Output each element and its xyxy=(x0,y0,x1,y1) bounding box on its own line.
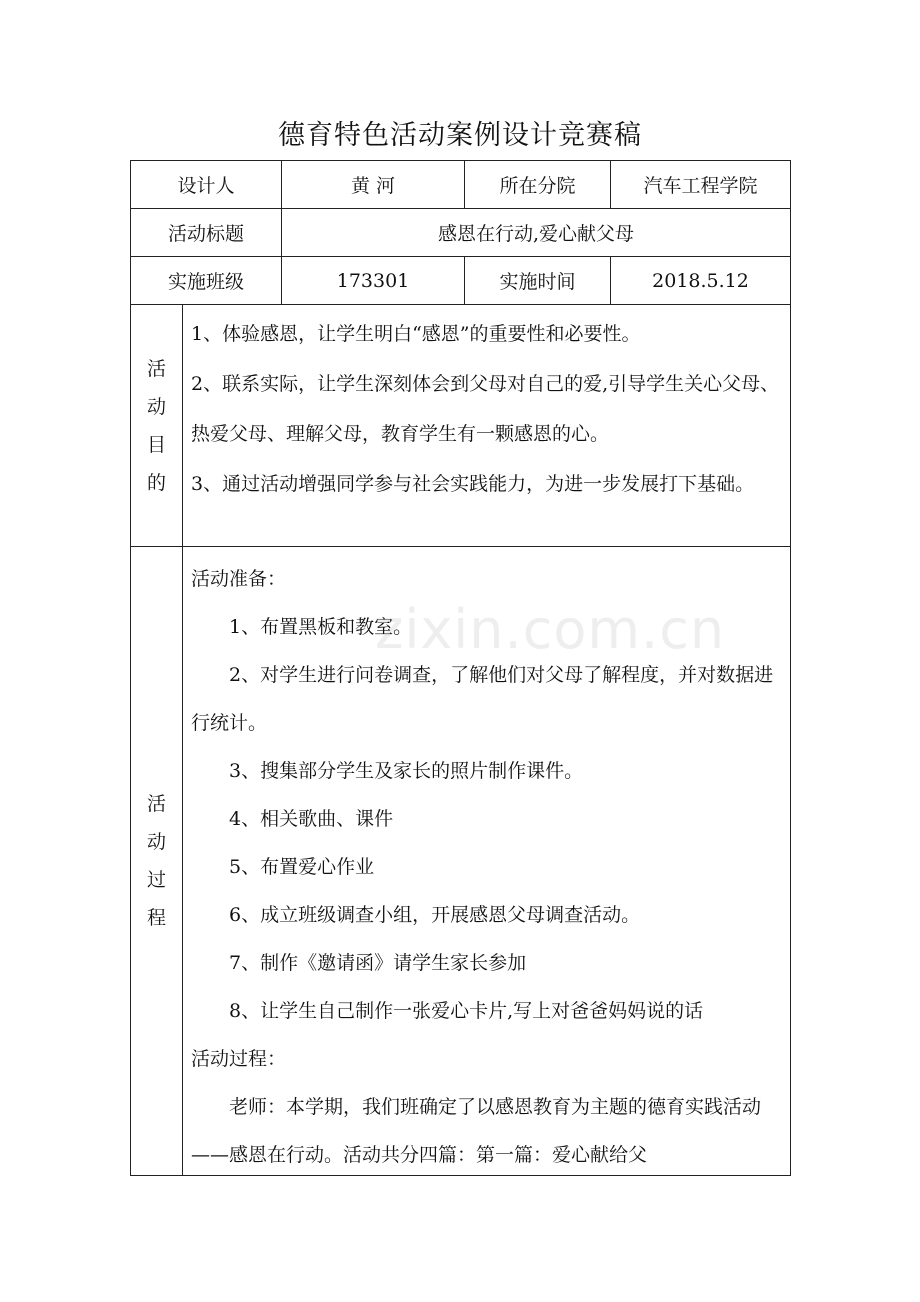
time-value: 2018.5.12 xyxy=(611,257,791,305)
purpose-item: 3、通过活动增强同学参与社会实践能力，为进一步发展打下基础。 xyxy=(191,473,755,495)
teacher-text: 老师：本学期，我们班确定了以感恩教育为主题的德育实践活动——感恩在行动。活动共分四篇：第一篇：爱心献给父 xyxy=(191,1096,762,1166)
process-content xyxy=(183,547,791,1176)
process-label-char: 过 xyxy=(146,869,166,891)
class-label: 实施班级 xyxy=(131,257,282,305)
college-value: 汽车工程学院 xyxy=(611,161,791,209)
purpose-label xyxy=(131,305,183,547)
process-row xyxy=(131,547,791,1176)
purpose-label-char: 活 xyxy=(146,357,166,380)
time-label: 实施时间 xyxy=(465,257,611,305)
process-heading: 活动过程： xyxy=(191,1048,287,1070)
prep-item: 3、搜集部分学生及家长的照片制作课件。 xyxy=(229,760,584,782)
purpose-label-char: 的 xyxy=(146,471,166,494)
activity-form-table xyxy=(130,160,791,1176)
activity-title-row xyxy=(131,209,791,257)
process-label xyxy=(131,547,183,1176)
class-time-row xyxy=(131,257,791,305)
watermark: zixin.com.cn xyxy=(375,598,726,661)
prep-item: 5、布置爱心作业 xyxy=(229,856,375,878)
document-title: 德育特色活动案例设计竞赛稿 xyxy=(278,120,642,151)
prep-item: 8、让学生自己制作一张爱心卡片,写上对爸爸妈妈说的话 xyxy=(229,1000,704,1022)
class-value: 173301 xyxy=(282,257,465,305)
prep-item: 6、成立班级调查小组，开展感恩父母调查活动。 xyxy=(229,904,641,926)
prep-item: 1、布置黑板和教室。 xyxy=(229,616,413,638)
purpose-label-char: 目 xyxy=(146,433,166,456)
prep-item: 2、对学生进行问卷调查，了解他们对父母了解程度，并对数据进行统计。 xyxy=(191,664,774,734)
prep-item: 4、相关歌曲、课件 xyxy=(229,808,394,830)
activity-title-label: 活动标题 xyxy=(131,209,282,257)
purpose-row xyxy=(131,305,791,547)
process-label-char: 动 xyxy=(146,831,166,853)
purpose-label-char: 动 xyxy=(146,395,166,418)
process-label-char: 程 xyxy=(146,907,166,929)
purpose-item: 2、联系实际，让学生深刻体会到父母对自己的爱,引导学生关心父母、热爱父母、理解父母，教育学生有一颗感恩的心。 xyxy=(191,373,780,445)
prep-heading: 活动准备： xyxy=(191,568,287,590)
prep-item: 7、制作《邀请函》请学生家长参加 xyxy=(229,952,527,974)
designer-label: 设计人 xyxy=(131,161,282,209)
designer-row xyxy=(131,161,791,209)
purpose-content xyxy=(183,305,791,547)
college-label: 所在分院 xyxy=(465,161,611,209)
designer-value: 黄 河 xyxy=(282,161,465,209)
process-label-char: 活 xyxy=(146,793,166,815)
activity-title-value: 感恩在行动,爱心献父母 xyxy=(282,209,791,257)
purpose-item: 1、体验感恩，让学生明白“感恩”的重要性和必要性。 xyxy=(191,323,641,345)
